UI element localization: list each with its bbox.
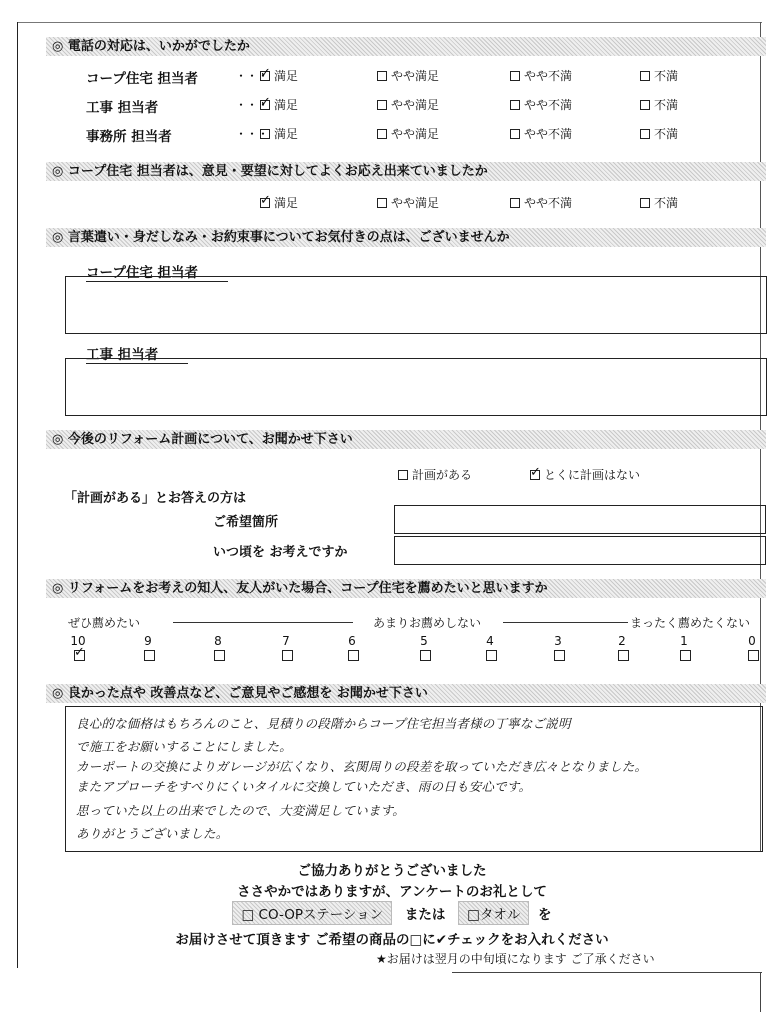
rating-option[interactable]: [640, 125, 678, 142]
scale-number: 4: [486, 634, 494, 648]
checkbox-icon[interactable]: [510, 129, 520, 139]
check-instruction-text: お届けさせて頂きます ご希望の商品の□に✔チェックをお入れください: [175, 932, 609, 948]
section-manners-header: ◎ 言葉遣い・身だしなみ・お約束事についてお気付きの点は、ございませんか: [46, 228, 766, 247]
scale-number: 3: [554, 634, 562, 648]
construction-staff-comment-box[interactable]: [65, 358, 767, 416]
scale-checkbox-checked[interactable]: [74, 650, 85, 661]
phone-rating-row: [0, 96, 784, 118]
frame-left-border: [17, 22, 18, 968]
frame-top-border: [17, 22, 762, 23]
leader-dots: ・・・: [235, 127, 269, 141]
rating-option-label: やや満足: [391, 127, 440, 141]
checkbox-icon[interactable]: [377, 198, 387, 208]
rating-option-label: 不満: [654, 127, 679, 141]
section-recommend-header: ◎ リフォームをお考えの知人、友人がいた場合、コープ住宅を薦めたいと思いますか: [46, 579, 766, 598]
response-rating-options: [0, 194, 784, 216]
rating-option[interactable]: [377, 194, 439, 211]
checkbox-icon[interactable]: [398, 470, 408, 480]
section-comments-header: ◎ 良かった点や 改善点など、ご意見やご感想を お聞かせ下さい: [46, 684, 766, 703]
plan-yes-option[interactable]: [398, 466, 472, 483]
gift-coop-station-option[interactable]: □ CO-OPステーション: [232, 901, 392, 925]
plan-question: 「計画がある」とお答えの方は: [64, 491, 247, 506]
scale-line-left: [173, 622, 353, 623]
scale-right-label: まったく薦めたくない: [630, 616, 751, 630]
checkbox-icon[interactable]: [377, 100, 387, 110]
rating-option[interactable]: [510, 67, 572, 84]
checkbox-icon[interactable]: [510, 100, 520, 110]
comment-line: 思っていた以上の出来でしたので、大変満足しています。: [76, 803, 405, 818]
scale-checkbox[interactable]: [348, 650, 359, 661]
scale-checkbox[interactable]: [144, 650, 155, 661]
checkbox-checked-icon[interactable]: [530, 470, 540, 480]
section-response-header: ◎ コープ住宅 担当者は、意見・要望に対してよくお応え出来ていましたか: [46, 162, 766, 181]
gift-or-text: または: [404, 907, 446, 923]
rating-option-label: やや満足: [391, 196, 440, 210]
scale-number: 9: [144, 634, 152, 648]
rating-option[interactable]: [377, 67, 439, 84]
gift-towel-option[interactable]: □タオル: [458, 901, 529, 925]
rating-option[interactable]: [640, 96, 678, 113]
rating-option-label: 不満: [654, 196, 679, 210]
comment-line: ありがとうございました。: [76, 826, 229, 841]
scale-left-label: ぜひ薦めたい: [68, 616, 141, 630]
delivery-note: ★お届けは翌月の中旬頃になります ご了承ください: [376, 952, 655, 966]
scale-number: 0: [748, 634, 756, 648]
plan-no-label: とくに計画はない: [544, 468, 641, 482]
desired-location-label: ご希望箇所: [213, 515, 279, 530]
checkbox-icon[interactable]: [377, 71, 387, 81]
rating-option-label: やや満足: [391, 98, 440, 112]
gift-wo-text: を: [538, 907, 552, 923]
rating-option-label: やや不満: [524, 127, 573, 141]
rating-option-label: 満足: [274, 196, 299, 210]
checkbox-icon[interactable]: [510, 198, 520, 208]
rating-option[interactable]: [260, 194, 298, 211]
phone-rating-row: [0, 125, 784, 147]
plan-no-option[interactable]: [530, 466, 640, 483]
scale-checkbox[interactable]: [618, 650, 629, 661]
staff-label: 事務所 担当者: [86, 129, 172, 145]
comment-line: またアプローチをすべりにくいタイルに交換していただき、雨の日も安心です。: [76, 779, 532, 794]
scale-number: 7: [282, 634, 290, 648]
scale-number: 8: [214, 634, 222, 648]
checkbox-icon[interactable]: [640, 129, 650, 139]
rating-option[interactable]: [640, 67, 678, 84]
coop-staff-label: コープ住宅 担当者: [86, 261, 228, 282]
rating-option[interactable]: [510, 96, 572, 113]
scale-checkbox[interactable]: [420, 650, 431, 661]
scale-checkbox[interactable]: [554, 650, 565, 661]
rating-option-label: 不満: [654, 98, 679, 112]
coop-staff-comment-box[interactable]: [65, 276, 767, 334]
rating-option-label: やや満足: [391, 69, 440, 83]
construction-staff-label: 工事 担当者: [86, 343, 188, 364]
scale-number: 6: [348, 634, 356, 648]
gift-options: [0, 901, 784, 925]
scale-number: 2: [618, 634, 626, 648]
checkbox-icon[interactable]: [377, 129, 387, 139]
comment-line: で施工をお願いすることにしました。: [76, 739, 292, 754]
scale-checkbox[interactable]: [214, 650, 225, 661]
scale-checkbox[interactable]: [680, 650, 691, 661]
checkbox-icon[interactable]: [260, 129, 270, 139]
rating-option[interactable]: [640, 194, 678, 211]
rating-option-label: 不満: [654, 69, 679, 83]
leader-dots: ・・・: [235, 69, 269, 83]
rating-option[interactable]: [377, 96, 439, 113]
rating-option-label: やや不満: [524, 196, 573, 210]
rating-option[interactable]: [260, 96, 298, 113]
comment-line: カーポートの交換によりガレージが広くなり、玄関周りの段差を取っていただき広々となりました。: [76, 759, 648, 774]
rating-option[interactable]: [510, 194, 572, 211]
staff-label: 工事 担当者: [86, 100, 159, 116]
section-plan-header: ◎ 今後のリフォーム計画について、お聞かせ下さい: [46, 430, 766, 449]
phone-rating-row: [0, 67, 784, 89]
timing-field[interactable]: [394, 536, 766, 565]
timing-label: いつ頃を お考えですか: [213, 545, 348, 560]
scale-checkbox[interactable]: [486, 650, 497, 661]
scale-mid-label: あまりお薦めしない: [373, 616, 482, 630]
desired-location-field[interactable]: [394, 505, 766, 534]
scale-line-right: [503, 622, 628, 623]
rating-option-label: 満足: [274, 98, 299, 112]
checkbox-checked-icon[interactable]: [260, 198, 270, 208]
checkbox-icon[interactable]: [640, 100, 650, 110]
scale-number: 1: [680, 634, 688, 648]
scale-number: 5: [420, 634, 428, 648]
section-phone-header: ◎ 電話の対応は、いかがでしたか: [46, 37, 766, 56]
checkbox-icon[interactable]: [640, 198, 650, 208]
staff-label: コープ住宅 担当者: [86, 71, 199, 87]
checkbox-checked-icon[interactable]: [260, 100, 270, 110]
gift-intro-text: ささやかではありますが、アンケートのお礼として: [237, 884, 547, 900]
rating-option[interactable]: [260, 67, 298, 84]
rating-option-label: 満足: [274, 69, 299, 83]
rating-option[interactable]: [377, 125, 439, 142]
scale-checkbox[interactable]: [282, 650, 293, 661]
rating-option-label: やや不満: [524, 98, 573, 112]
bottom-rule-vertical: [760, 972, 761, 1012]
comment-line: 良心的な価格はもちろんのこと、見積りの段階からコープ住宅担当者様の丁寧なご説明: [76, 716, 571, 731]
rating-option[interactable]: [260, 125, 298, 142]
rating-option-label: 満足: [274, 127, 299, 141]
checkbox-icon[interactable]: [510, 71, 520, 81]
bottom-rule: [452, 972, 762, 973]
plan-yes-label: 計画がある: [412, 468, 473, 482]
scale-number: 10: [70, 634, 86, 648]
scale-checkbox[interactable]: [748, 650, 759, 661]
rating-option-label: やや不満: [524, 69, 573, 83]
leader-dots: ・・・: [235, 98, 269, 112]
checkbox-checked-icon[interactable]: [260, 71, 270, 81]
rating-option[interactable]: [510, 125, 572, 142]
thanks-text: ご協力ありがとうございました: [297, 863, 487, 879]
checkbox-icon[interactable]: [640, 71, 650, 81]
